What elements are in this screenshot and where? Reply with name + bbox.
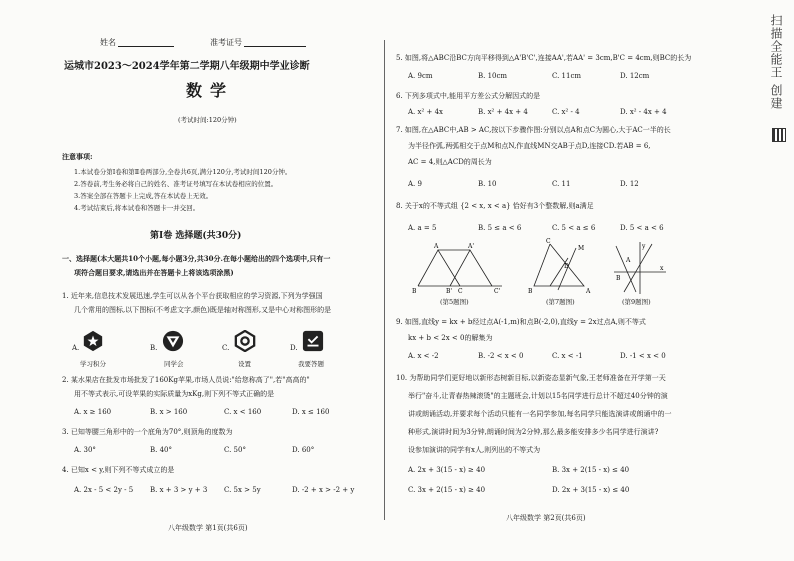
question-1: 几个常用的图标,以下图标(不考虑文字,颜色)既是轴对称图形,又是中心对称图形的是 — [74, 306, 332, 314]
option: D. x² - 4x + 4 — [620, 108, 667, 116]
icon-caption: 学习积分 — [80, 360, 106, 368]
option: C. 11cm — [552, 72, 582, 80]
option: D. 5 < a < 6 — [620, 224, 664, 232]
svg-text:y: y — [642, 243, 646, 250]
svg-text:B': B' — [446, 288, 453, 295]
option: B. 40° — [150, 446, 173, 454]
option: D. 60° — [292, 446, 315, 454]
option: A. 2x - 5 < 2y - 5 — [74, 486, 134, 494]
icon-caption: 我要答题 — [298, 360, 324, 368]
option: B. 10 — [478, 180, 497, 188]
section-title: 第Ⅰ卷 选择题(共30分) — [150, 231, 242, 241]
option: D. -1 < x < 0 — [620, 352, 666, 360]
option: A. 9cm — [408, 72, 433, 80]
notice-item: 1.本试卷分第Ⅰ卷和第Ⅱ卷两部分,全卷共6页,满分120分,考试时间120分钟。 — [74, 168, 292, 176]
figure-caption: (第7题图) — [546, 298, 575, 306]
question-10: 种形式,演讲时间为3分钟,朗诵时间为2分钟,那么最多能安排多少名同学进行演讲? — [408, 428, 659, 436]
scanner-watermark — [764, 8, 790, 168]
option: C. 5x > 5y — [224, 486, 261, 494]
svg-text:D: D — [564, 263, 569, 270]
svg-text:A': A' — [468, 243, 474, 250]
option: B. 10cm — [478, 72, 508, 80]
question-2: 2. 某水果店在批发市场批发了160Kg苹果,市场人员说:"给您称高了",若"高高的" — [62, 376, 310, 384]
qr-icon — [772, 128, 786, 142]
figure-9-lines — [612, 240, 668, 296]
svg-text:C: C — [546, 238, 551, 245]
notice-item: 2.答卷前,考生务必将自己的姓名、准考证号填写在本试卷相应的位置。 — [74, 180, 278, 188]
answer-check-icon — [302, 330, 324, 352]
option: A. 9 — [408, 180, 422, 188]
question-9: 9. 如图,直线y = kx + b经过点A(-1,m)和点B(-2,0),直线y = 2x过点A,则不等式 — [396, 318, 646, 326]
subject-title: 数学 — [186, 81, 235, 100]
gear-icon — [234, 330, 256, 352]
icon-caption: 同学会 — [164, 360, 184, 368]
question-10: 举行"奋斗,让青春热辣滚烫"的主题班会,计划以15名同学进行总计不超过40分钟的演 — [408, 392, 668, 400]
option: D. 2x + 3(15 - x) ≤ 40 — [552, 486, 630, 494]
option: B. 3x + 2(15 - x) ≤ 40 — [552, 466, 630, 474]
question-4: 4. 已知x < y,则下列不等式成立的是 — [62, 466, 175, 474]
question-9: kx + b < 2x < 0的解集为 — [408, 334, 493, 342]
exam-id-field[interactable]: 准考证号 — [210, 38, 306, 47]
question-6: 6. 下列多项式中,能用平方差公式分解因式的是 — [396, 92, 541, 100]
option: A. x² + 4x — [408, 108, 443, 116]
option-label: A. — [72, 344, 80, 352]
triangle-badge-icon — [162, 330, 184, 352]
figure-caption: (第9题图) — [622, 298, 651, 306]
question-7: 为半径作弧,两弧相交于点M和点N,作直线MN交AB于点D,连接CD.若AB = 6, — [408, 142, 651, 150]
notice-title: 注意事项: — [62, 152, 93, 161]
option: D. -2 + x > -2 + y — [292, 486, 355, 494]
svg-text:C: C — [458, 288, 463, 295]
question-8: 8. 关于x的不等式组 {2 < x, x < a} 恰好有3个整数解,则a满足 — [396, 202, 594, 210]
svg-text:x: x — [660, 265, 664, 272]
instructions: 项符合题目要求,请选出并在答题卡上将该选项涂黑) — [74, 268, 234, 277]
option: B. -2 < x < 0 — [478, 352, 524, 360]
svg-text:A: A — [586, 288, 591, 295]
option: C. x < -1 — [552, 352, 583, 360]
exam-time: (考试时间:120分钟) — [178, 116, 237, 124]
question-7: 7. 如图,在△ABC中,AB > AC,按以下步骤作图:分别以点A和点C为圆心,大于AC一半的长 — [396, 126, 671, 134]
page-footer: 八年级数学 第1页(共6页) — [168, 524, 248, 532]
exam-title: 运城市2023～2024学年第二学期八年级期中学业诊断 — [64, 61, 310, 72]
option: B. x² + 4x + 4 — [478, 108, 528, 116]
option: B. 5 ≤ a < 6 — [478, 224, 522, 232]
name-field[interactable]: 姓名 — [100, 38, 174, 47]
svg-text:A: A — [434, 243, 439, 250]
svg-text:M: M — [578, 245, 585, 252]
notice-item: 3.答案全部在答题卡上完成,答在本试卷上无效。 — [74, 192, 213, 200]
option: D. 12cm — [620, 72, 650, 80]
option: A. 30° — [74, 446, 96, 454]
option-label: B. — [150, 344, 158, 352]
svg-text:C': C' — [494, 288, 501, 295]
option: A. x ≥ 160 — [74, 408, 112, 416]
option: C. 3x + 2(15 - x) ≥ 40 — [408, 486, 486, 494]
question-3: 3. 已知等腰三角形中的一个底角为70°,则顶角的度数为 — [62, 428, 233, 436]
hexagon-star-icon — [82, 330, 104, 352]
svg-text:B: B — [412, 288, 417, 295]
instructions: 一、选择题(本大题共10个小题,每小题3分,共30分.在每小题给出的四个选项中,只有一 — [62, 254, 331, 263]
question-10: 设参加演讲的同学有x人,则列出的不等式为 — [408, 446, 541, 454]
option: C. 11 — [552, 180, 571, 188]
question-2: 用不等式表示,可设苹果的实际质量为xKg,则下列不等式正确的是 — [74, 390, 275, 398]
figure-5-translation — [410, 240, 510, 296]
option-label: D. — [290, 344, 298, 352]
option: B. x > 160 — [150, 408, 188, 416]
option: A. a = 5 — [408, 224, 437, 232]
option: A. 2x + 3(15 - x) ≥ 40 — [408, 466, 486, 474]
question-10: 讲或朗诵活动,并要求每个活动只能有一名同学参加,每名同学只能选演讲或朗诵中的一 — [408, 410, 672, 418]
watermark-text: 扫描全能王 创建 — [769, 14, 783, 110]
option: C. 50° — [224, 446, 246, 454]
option: C. 5 < a ≤ 6 — [552, 224, 596, 232]
question-1: 1. 近年来,信息技术发展迅速,学生可以从各个平台获取相应的学习资源,下列为学强国 — [62, 292, 323, 300]
option: C. x < 160 — [224, 408, 262, 416]
figure-caption: (第5题图) — [440, 298, 469, 306]
column-divider — [384, 40, 385, 520]
option: D. x ≤ 160 — [292, 408, 330, 416]
option: B. x + 3 > y + 3 — [150, 486, 208, 494]
figure-7-construction — [528, 238, 598, 296]
svg-text:A: A — [626, 257, 631, 264]
svg-text:B: B — [528, 288, 533, 295]
svg-text:B: B — [616, 275, 621, 282]
question-5: 5. 如图,将△ABC沿BC方向平移得到△A'B'C',连接AA',若AA' = 3cm,B'C = 4cm,则BC的长为 — [396, 54, 692, 62]
option: C. x² - 4 — [552, 108, 580, 116]
page-footer: 八年级数学 第2页(共6页) — [506, 514, 586, 522]
notice-item: 4.考试结束后,将本试卷和答题卡一并交回。 — [74, 204, 200, 212]
question-7: AC = 4,则△ACD的周长为 — [408, 158, 492, 166]
option-label: C. — [222, 344, 230, 352]
option: A. x < -2 — [408, 352, 439, 360]
option: D. 12 — [620, 180, 639, 188]
question-10: 10. 为帮助同学们更好地以新形态树新目标,以新姿态显新气象,王老师准备在开学第一天 — [396, 374, 666, 382]
icon-caption: 设置 — [238, 360, 251, 368]
